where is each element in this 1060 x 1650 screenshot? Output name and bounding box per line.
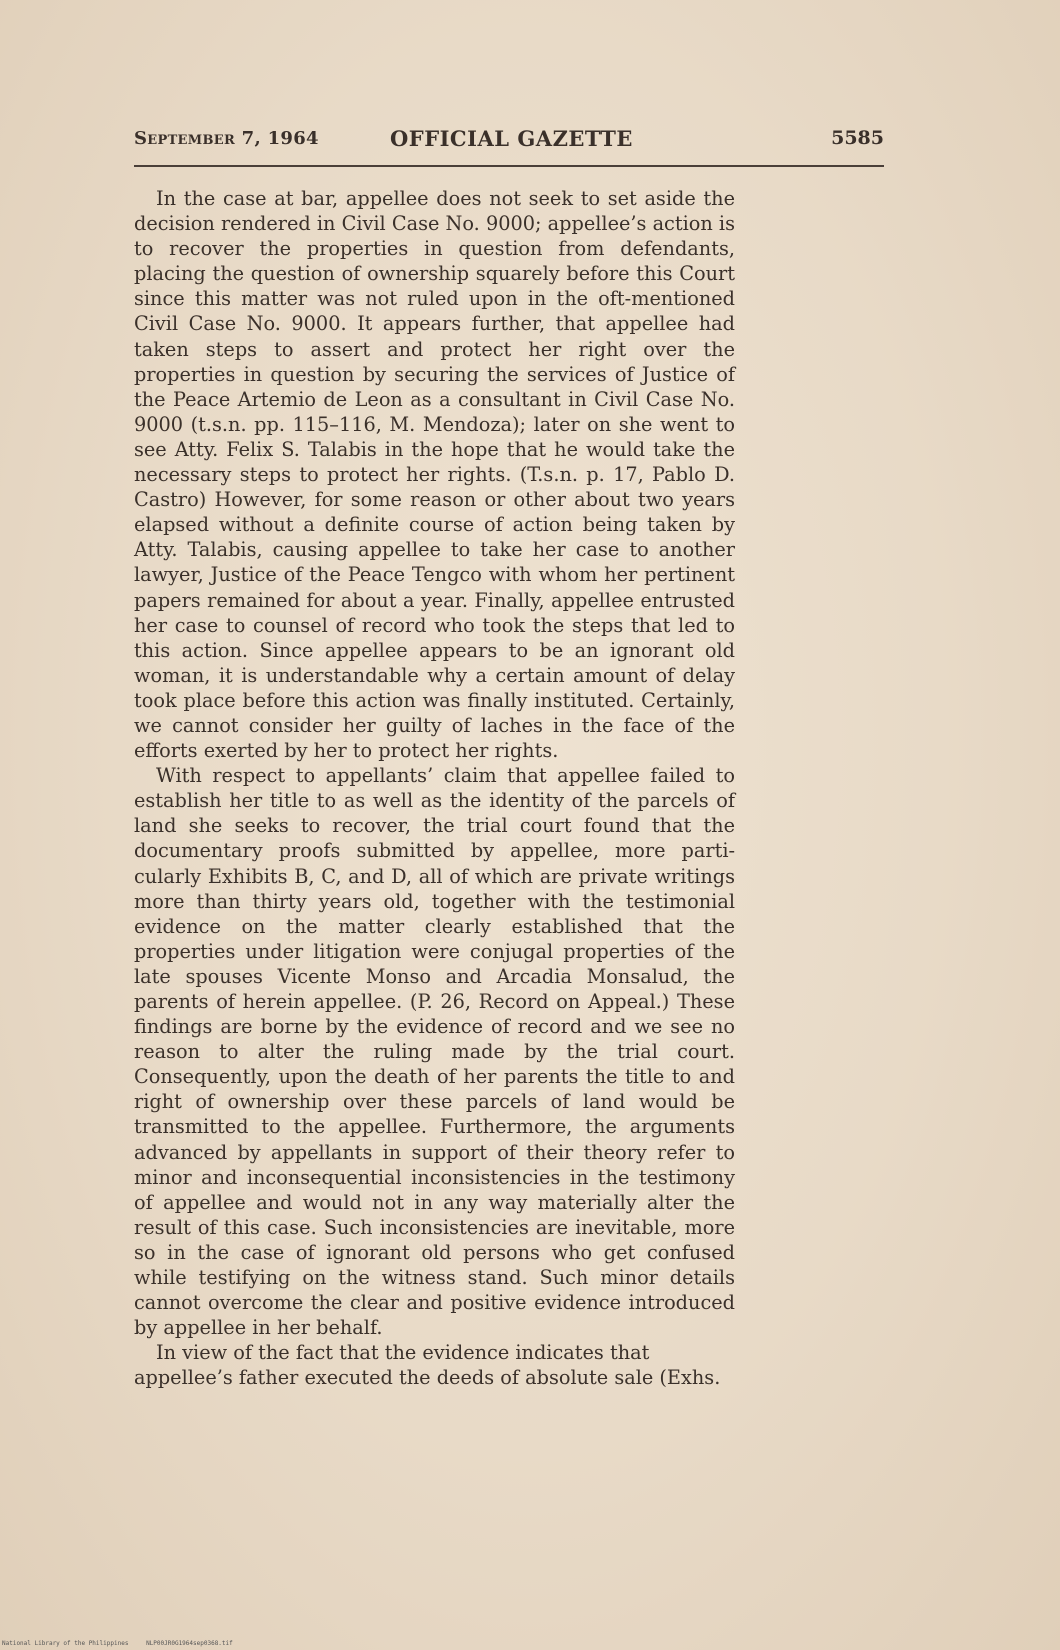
paragraph: In view of the fact that the evidence indicates that appellee’s father executed the deeds of absolute sale (Exhs. xyxy=(134,1341,721,1390)
page-header xyxy=(134,128,884,158)
publication-title: OFFICIAL GAZETTE xyxy=(390,126,633,151)
scan-footer xyxy=(2,1640,247,1647)
page-number: 5585 xyxy=(831,127,884,149)
body-text xyxy=(134,186,735,1391)
header-rule xyxy=(134,165,884,167)
header-date: September 7, 1964 xyxy=(134,128,319,149)
paragraph: In the case at bar, appellee does not seek to set aside the decision rendered in Civil Case No. 9000; appellee’s action is to recover the properties in question from defendants, placing the question of ownership squarely before this Court since this matter was not ruled upon in the oft-mentioned Civil Case No. 9000. It appears further, that appellee had taken steps to assert and protect her right over the properties in question by securing the services of Justice of the Peace Artemio de Leon as a consultant in Civil Case No. 9000 (t.s.n. pp. 115–116, M. Mendoza); later on she went to see Atty. Felix S. Talabis in the hope that he would take the necessary steps to protect her rights. (T.s.n. p. 17, Pablo D. Castro) However, for some reason or other about two years elapsed without a definite course of action being taken by Atty. Talabis, causing appellee to take her case to another lawyer, Justice of the Peace Tengco with whom her pertinent papers remained for about a year. Finally, appellee entrusted her case to counsel of record who took the steps that led to this action. Since appellee appears to be an ignorant old woman, it is understandable why a certain amount of delay took place before this action was finally instituted. Certainly, we cannot consider her guilty of laches in the face of the efforts exerted by her to protect her rights. xyxy=(134,187,735,763)
paragraph: With respect to appellants’ claim that appellee failed to establish her title to as well as the identity of the parcels of land she seeks to recover, the trial court found that the documentary proofs submitted by appellee, more particularly Exhibits B, C, and D, all of which are private writings more than thirty years old, together with the testimonial evidence on the matter clearly established that the properties under litigation were conjugal properties of the late spouses Vicente Monso and Arcadia Monsalud, the parents of herein appellee. (P. 26, Record on Appeal.) These findings are borne by the evidence of record and we see no reason to alter the ruling made by the trial court. Consequently, upon the death of her parents the title to and right of ownership over these parcels of land would be transmitted to the appellee. Furthermore, the arguments advanced by appellants in support of their theory refer to minor and inconsequential inconsistencies in the testimony of appellee and would not in any way materially alter the result of this case. Such inconsistencies are inevitable, more so in the case of ignorant old persons who get confused while testifying on the witness stand. Such minor details cannot overcome the clear and positive evidence introduced by appellee in her behalf. xyxy=(134,764,735,1340)
library-credit: National Library of the Philippines xyxy=(2,1640,129,1647)
file-identifier: NLP00JR0G1964sep0368.tif xyxy=(146,1640,233,1647)
